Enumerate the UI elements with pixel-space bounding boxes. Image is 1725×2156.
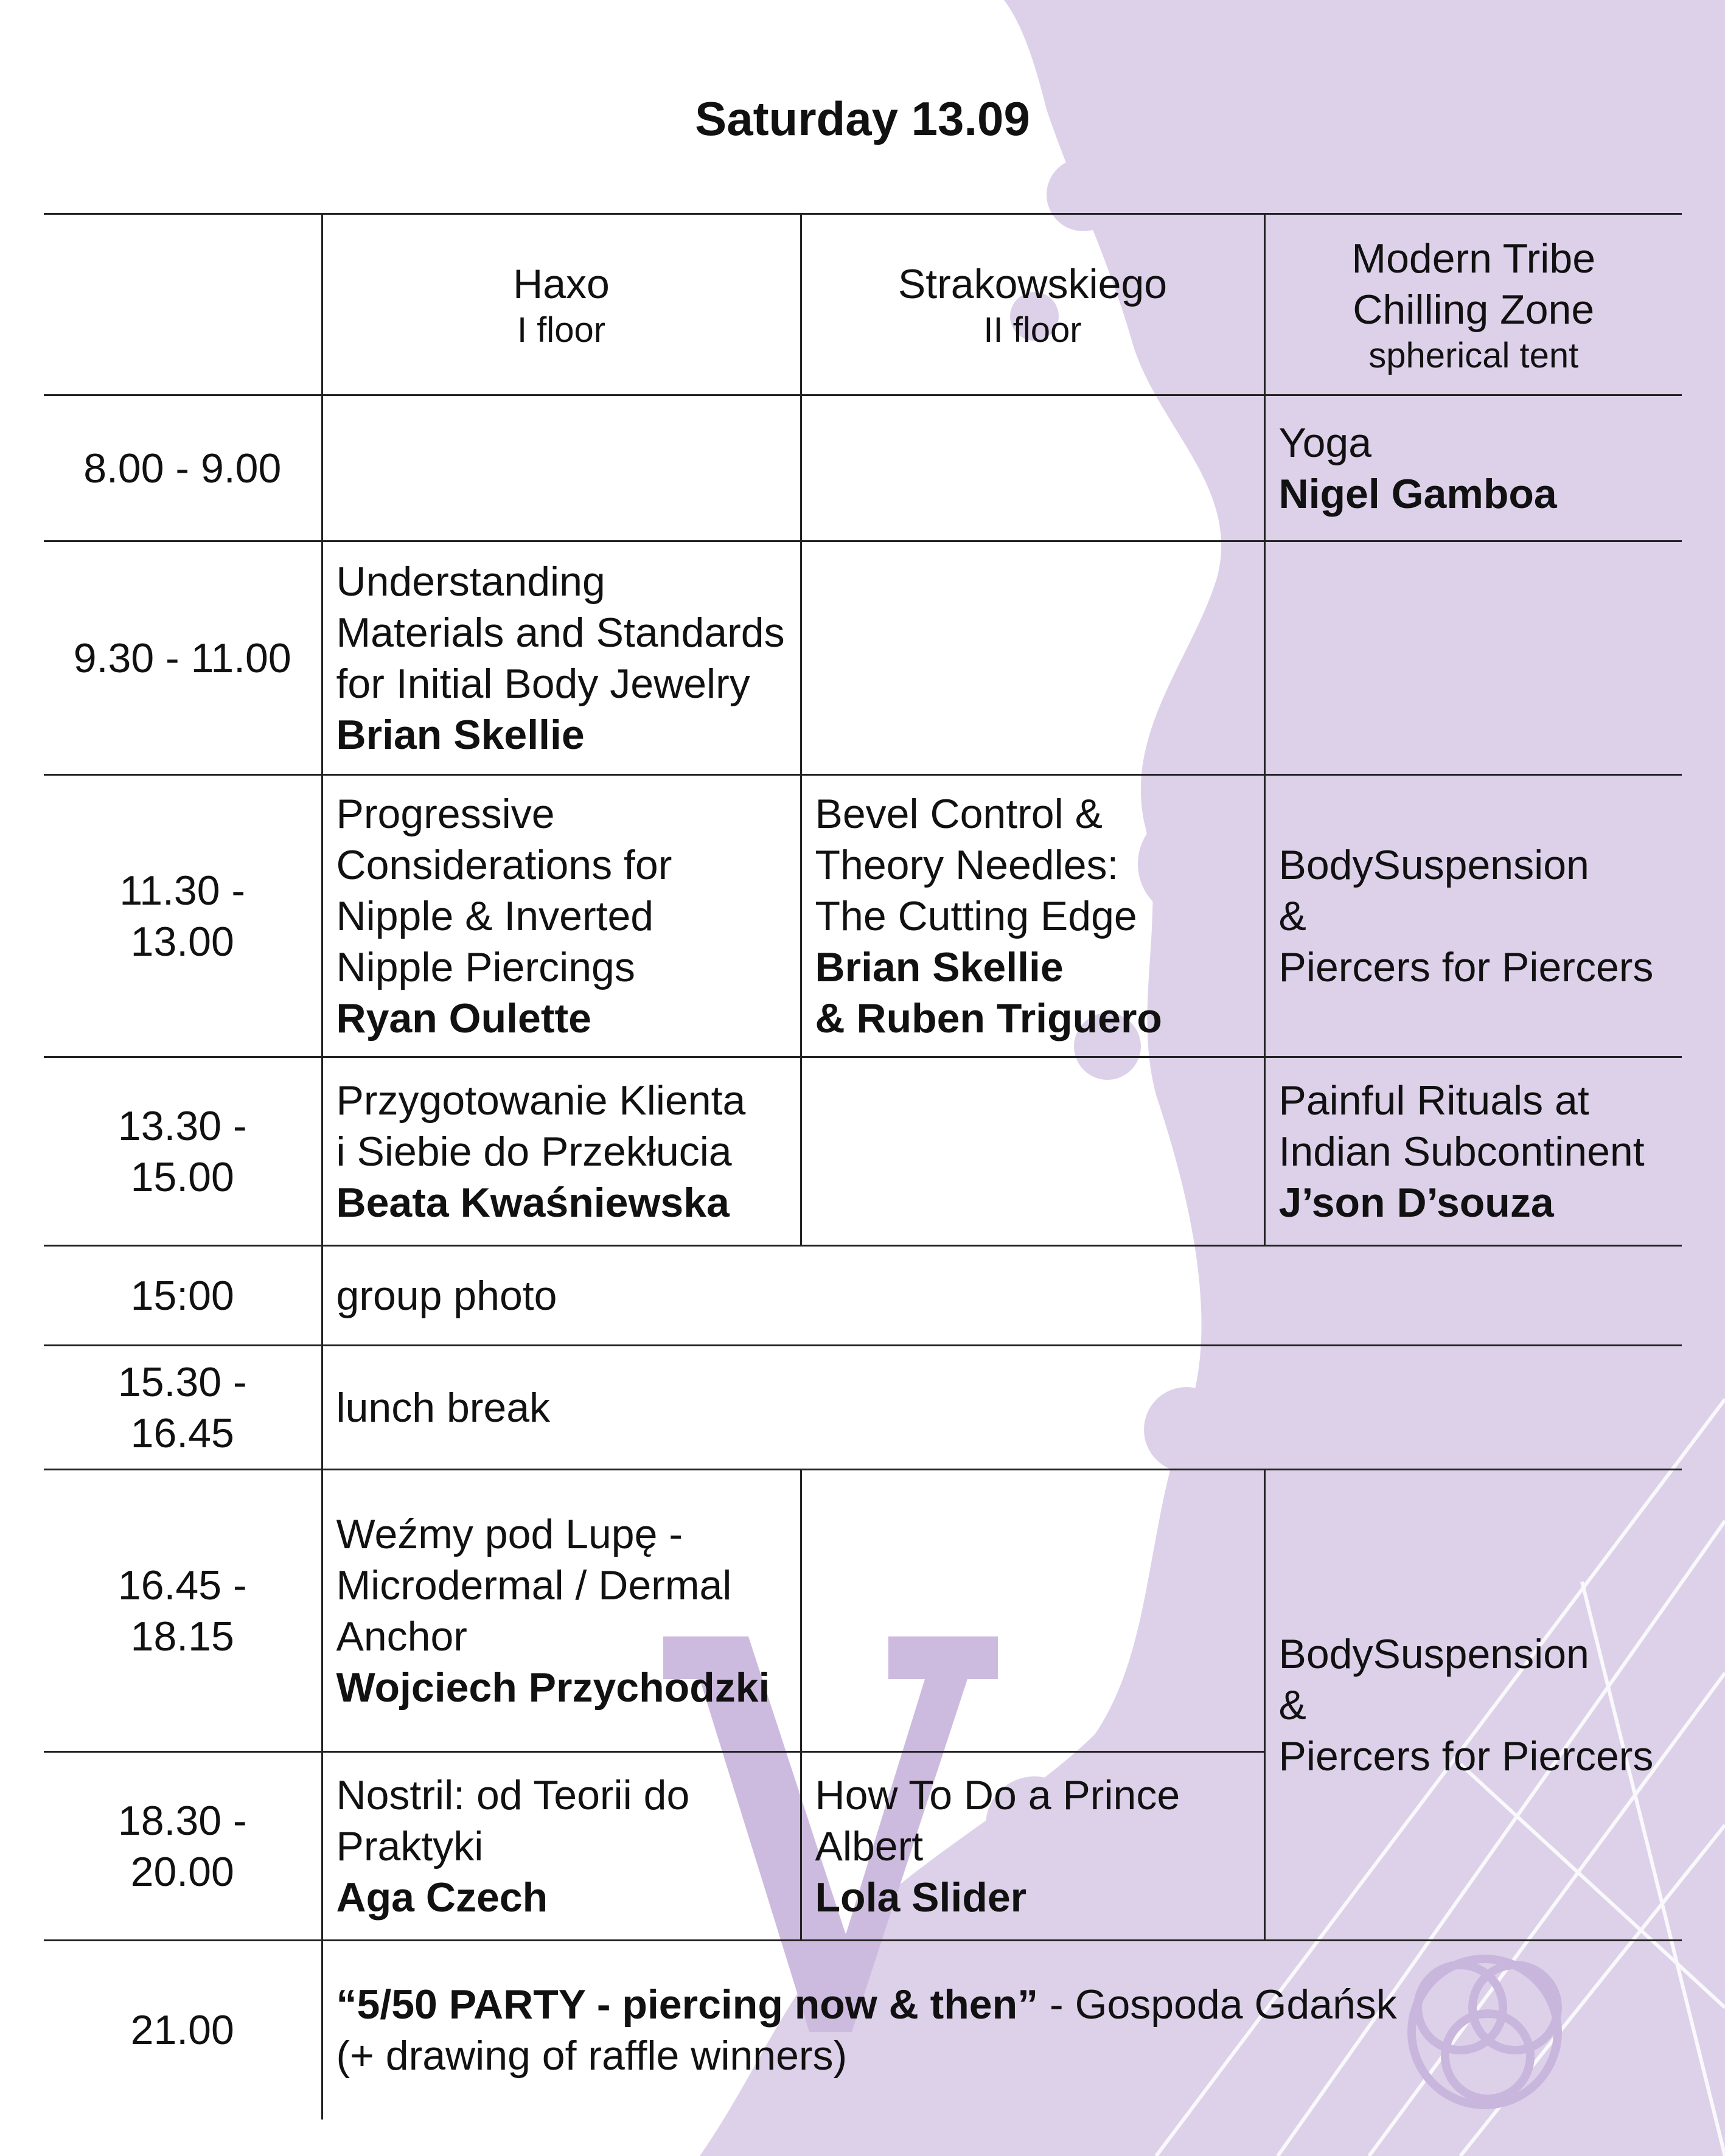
time-start: 15.30 -: [117, 1358, 247, 1405]
session-title: Praktyki: [336, 1823, 484, 1869]
session-cell: [1264, 1470, 1682, 1941]
session-cell-empty: [801, 1470, 1264, 1752]
session-title: Albert: [815, 1823, 924, 1869]
time-end: 20.00: [130, 1848, 234, 1895]
session-cell-empty: [322, 395, 801, 541]
time-end: 18.15: [130, 1613, 234, 1660]
session-speaker: Beata Kwaśniewska: [336, 1179, 730, 1226]
session-title: Painful Rituals at: [1278, 1077, 1589, 1124]
session-title: &: [1278, 892, 1306, 939]
session-title: Piercers for Piercers: [1278, 1733, 1654, 1779]
venue-strakowskiego: [801, 214, 1264, 395]
session-title: Nostril: od Teorii do: [336, 1772, 690, 1818]
session-title: How To Do a Prince: [815, 1772, 1180, 1818]
venue-name: Strakowskiego: [897, 260, 1168, 307]
session-title: Yoga: [1278, 419, 1372, 466]
session-speaker: J’son D’souza: [1278, 1179, 1554, 1226]
venue-name: Chilling Zone: [1353, 286, 1595, 333]
header-row: [44, 214, 1682, 395]
time-slot: [44, 1346, 322, 1470]
session-speaker: Wojciech Przychodzki: [336, 1664, 770, 1711]
session-title: &: [1278, 1681, 1306, 1728]
session-speaker: Brian Skellie: [815, 944, 1064, 990]
session-title: Considerations for: [336, 841, 672, 888]
table-row: [44, 775, 1682, 1057]
session-title: Nipple Piercings: [336, 944, 635, 990]
session-title: Indian Subcontinent: [1278, 1128, 1645, 1175]
session-cell-empty: [801, 1057, 1264, 1246]
session-speaker: Aga Czech: [336, 1874, 548, 1921]
session-cell: [1264, 775, 1682, 1057]
table-row: [44, 1246, 1682, 1346]
time-end: 13.00: [130, 918, 234, 965]
time-slot: 15:00: [44, 1246, 322, 1346]
session-title: Przygotowanie Klienta: [336, 1077, 746, 1124]
page-title: Saturday 13.09: [695, 92, 1030, 145]
time-slot: [44, 1470, 322, 1752]
session-title: Materials and Standards: [336, 609, 785, 656]
session-cell-empty: [801, 395, 1264, 541]
table-row: [44, 1941, 1682, 2119]
session-speaker: Nigel Gamboa: [1278, 470, 1557, 517]
session-cell: [801, 775, 1264, 1057]
session-title: for Initial Body Jewelry: [336, 660, 750, 707]
session-cell: [322, 1470, 801, 1752]
session-title: i Siebie do Przekłucia: [336, 1128, 732, 1175]
session-title: Progressive: [336, 790, 555, 837]
table-row: [44, 1057, 1682, 1246]
session-title: Understanding: [336, 558, 605, 605]
time-end: 16.45: [130, 1410, 234, 1456]
session-cell: [1264, 395, 1682, 541]
venue-floor: II floor: [983, 310, 1082, 350]
session-cell: [801, 1752, 1264, 1941]
session-title: Anchor: [336, 1613, 467, 1660]
party-place: - Gospoda Gdańsk: [1038, 1981, 1397, 2028]
party-title: “5/50 PARTY - piercing now & then”: [336, 1981, 1039, 2028]
session-title: Theory Needles:: [815, 841, 1119, 888]
table-row: [44, 541, 1682, 775]
session-title: BodySuspension: [1278, 841, 1589, 888]
session-title: Piercers for Piercers: [1278, 944, 1654, 990]
time-end: 15.00: [130, 1153, 234, 1200]
session-cell-empty: [1264, 541, 1682, 775]
event-cell: [322, 1941, 1682, 2119]
time-slot: 8.00 - 9.00: [44, 395, 322, 541]
table-row: [44, 1470, 1682, 1752]
session-title: The Cutting Edge: [815, 892, 1137, 939]
session-title: BodySuspension: [1278, 1630, 1589, 1677]
header-time: [44, 214, 322, 395]
venue-floor: I floor: [517, 310, 606, 350]
time-start: 11.30 -: [119, 867, 246, 914]
table-row: [44, 1346, 1682, 1470]
time-start: 16.45 -: [117, 1562, 247, 1608]
time-slot: [44, 1752, 322, 1941]
event-cell: group photo: [322, 1246, 1682, 1346]
table-row: [44, 395, 1682, 541]
session-title: Microdermal / Dermal: [336, 1562, 732, 1608]
party-note: (+ drawing of raffle winners): [336, 2033, 848, 2079]
session-speaker: Lola Slider: [815, 1874, 1027, 1921]
venue-haxo: [322, 214, 801, 395]
time-slot: [44, 1057, 322, 1246]
session-cell: [1264, 1057, 1682, 1246]
session-speaker: Ryan Oulette: [336, 995, 591, 1041]
session-cell: [322, 541, 801, 775]
session-title: Bevel Control &: [815, 790, 1103, 837]
session-speaker: Brian Skellie: [336, 711, 585, 758]
session-speaker: & Ruben Triguero: [815, 995, 1162, 1041]
session-title: Weźmy pod Lupę -: [336, 1511, 683, 1557]
session-title: Nipple & Inverted: [336, 892, 654, 939]
session-cell-empty: [801, 541, 1264, 775]
time-slot: [44, 775, 322, 1057]
time-start: 18.30 -: [117, 1797, 247, 1844]
venue-floor: spherical tent: [1368, 335, 1579, 375]
session-cell: [322, 1057, 801, 1246]
schedule-table: [44, 213, 1682, 2119]
venue-name: Modern Tribe: [1351, 235, 1596, 282]
party-line: [336, 1979, 1669, 2030]
time-slot: 9.30 - 11.00: [44, 541, 322, 775]
venue-modern-tribe: [1264, 214, 1682, 395]
session-cell: [322, 1752, 801, 1941]
time-slot: 21.00: [44, 1941, 322, 2119]
venue-name: Haxo: [513, 260, 610, 307]
time-start: 13.30 -: [117, 1102, 247, 1149]
session-cell: [322, 775, 801, 1057]
event-cell: lunch break: [322, 1346, 1682, 1470]
